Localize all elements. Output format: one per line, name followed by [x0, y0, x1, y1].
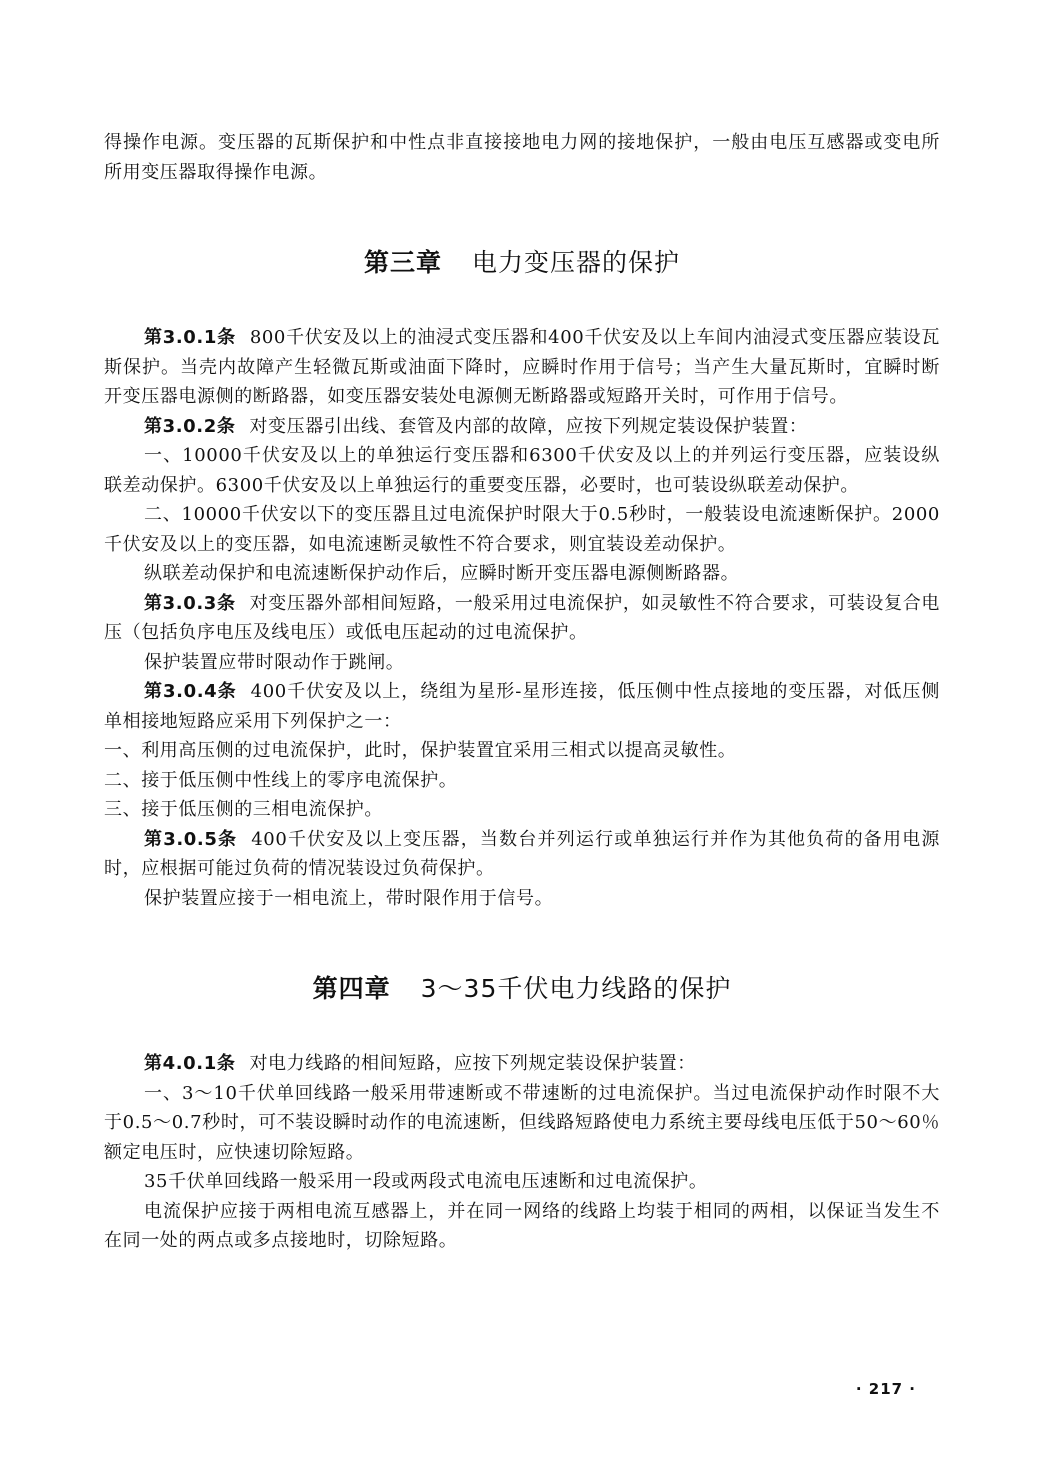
chapter-4-title: 3～35千伏电力线路的保护 — [420, 974, 732, 1003]
article-3-0-1-text: 800千伏安及以上的油浸式变压器和400千伏安及以上车间内油浸式变压器应装设瓦斯保护。当壳内故障产生轻微瓦斯或油面下降时，应瞬时作用于信号；当产生大量瓦斯时，宜瞬时断开变压器电源侧的断路器，如变压器安装处电源侧无断路器或短路开关时，可作用于信号。 — [104, 327, 940, 407]
article-3-0-3 — [104, 589, 940, 648]
article-3-0-4-item-3: 三、接于低压侧的三相电流保护。 — [104, 799, 383, 820]
article-4-0-1-item-2: 35千伏单回线路一般采用一段或两段式电流电压速断和过电流保护。 — [144, 1171, 708, 1192]
article-4-0-1-text: 对电力线路的相间短路，应按下列规定装设保护装置： — [249, 1053, 696, 1074]
article-4-0-1-number: 第4.0.1条 — [144, 1053, 236, 1074]
article-3-0-1 — [104, 323, 940, 412]
chapter-3-title: 电力变压器的保护 — [472, 248, 681, 277]
article-3-0-3-text: 对变压器外部相间短路，一般采用过电流保护，如灵敏性不符合要求，可装设复合电压（包括负序电压及线电压）或低电压起动的过电流保护。 — [104, 592, 940, 643]
article-4-0-1-item-3: 电流保护应接于两相电流互感器上，并在同一网络的线路上均装于相同的两相，以保证当发生不在同一处的两点或多点接地时，切除短路。 — [104, 1200, 940, 1251]
article-3-0-4-item-1: 一、利用高压侧的过电流保护，此时，保护装置宜采用三相式以提高灵敏性。 — [104, 740, 737, 761]
article-3-0-2-item-2: 二、10000千伏安以下的变压器且过电流保护时限大于0.5秒时，一般装设电流速断保护。2000千伏安及以上的变压器，如电流速断灵敏性不符合要求，则宜装设差动保护。 — [104, 504, 940, 555]
article-3-0-1-number: 第3.0.1条 — [144, 327, 236, 348]
article-3-0-5-number: 第3.0.5条 — [144, 828, 238, 850]
chapter-3-heading — [104, 243, 940, 279]
article-3-0-2-item-1: 一、10000千伏安及以上的单独运行变压器和6300千伏安及以上的并列运行变压器，应装设纵联差动保护。6300千伏安及以上单独运行的重要变压器，必要时，也可装设纵联差动保护。 — [104, 445, 940, 496]
article-4-0-1-item-1: 一、3～10千伏单回线路一般采用带速断或不带速断的过电流保护。当过电流保护动作时限不大于0.5～0.7秒时，可不装设瞬时动作的电流速断，但线路短路使电力系统主要母线电压低于50～60％额定电压时，应快速切除短路。 — [104, 1082, 940, 1163]
article-3-0-3-number: 第3.0.3条 — [144, 592, 236, 614]
article-3-0-2-text: 对变压器引出线、套管及内部的故障，应按下列规定装设保护装置： — [249, 415, 808, 437]
page-body — [104, 128, 940, 1256]
article-3-0-5-text: 400千伏安及以上变压器，当数台并列运行或单独运行并作为其他负荷的备用电源时，应根据可能过负荷的情况装设过负荷保护。 — [104, 828, 940, 879]
intro-paragraph: 得操作电源。变压器的瓦斯保护和中性点非直接接地电力网的接地保护，一般由电压互感器或变电所所用变压器取得操作电源。 — [104, 132, 940, 183]
article-3-0-5-note: 保护装置应接于一相电流上，带时限作用于信号。 — [144, 887, 554, 909]
article-3-0-2-number: 第3.0.2条 — [144, 415, 236, 437]
article-3-0-4-item-2: 二、接于低压侧中性线上的零序电流保护。 — [104, 769, 458, 791]
article-4-0-1 — [104, 1049, 940, 1079]
page-number: · 217 · — [855, 1380, 916, 1398]
chapter-3-label: 第三章 — [363, 248, 442, 277]
article-3-0-3-note: 保护装置应带时限动作于跳闸。 — [144, 651, 405, 673]
article-3-0-4 — [104, 677, 940, 736]
article-3-0-5 — [104, 825, 940, 884]
article-3-0-2 — [104, 412, 940, 442]
chapter-4-label: 第四章 — [312, 974, 391, 1003]
article-3-0-4-text: 400千伏安及以上，绕组为星形-星形连接，低压侧中性点接地的变压器，对低压侧单相接地短路应采用下列保护之一： — [104, 681, 940, 732]
chapter-4-heading — [104, 969, 940, 1005]
article-3-0-4-number: 第3.0.4条 — [144, 681, 237, 702]
article-3-0-2-note: 纵联差动保护和电流速断保护动作后，应瞬时断开变压器电源侧断路器。 — [144, 563, 740, 584]
